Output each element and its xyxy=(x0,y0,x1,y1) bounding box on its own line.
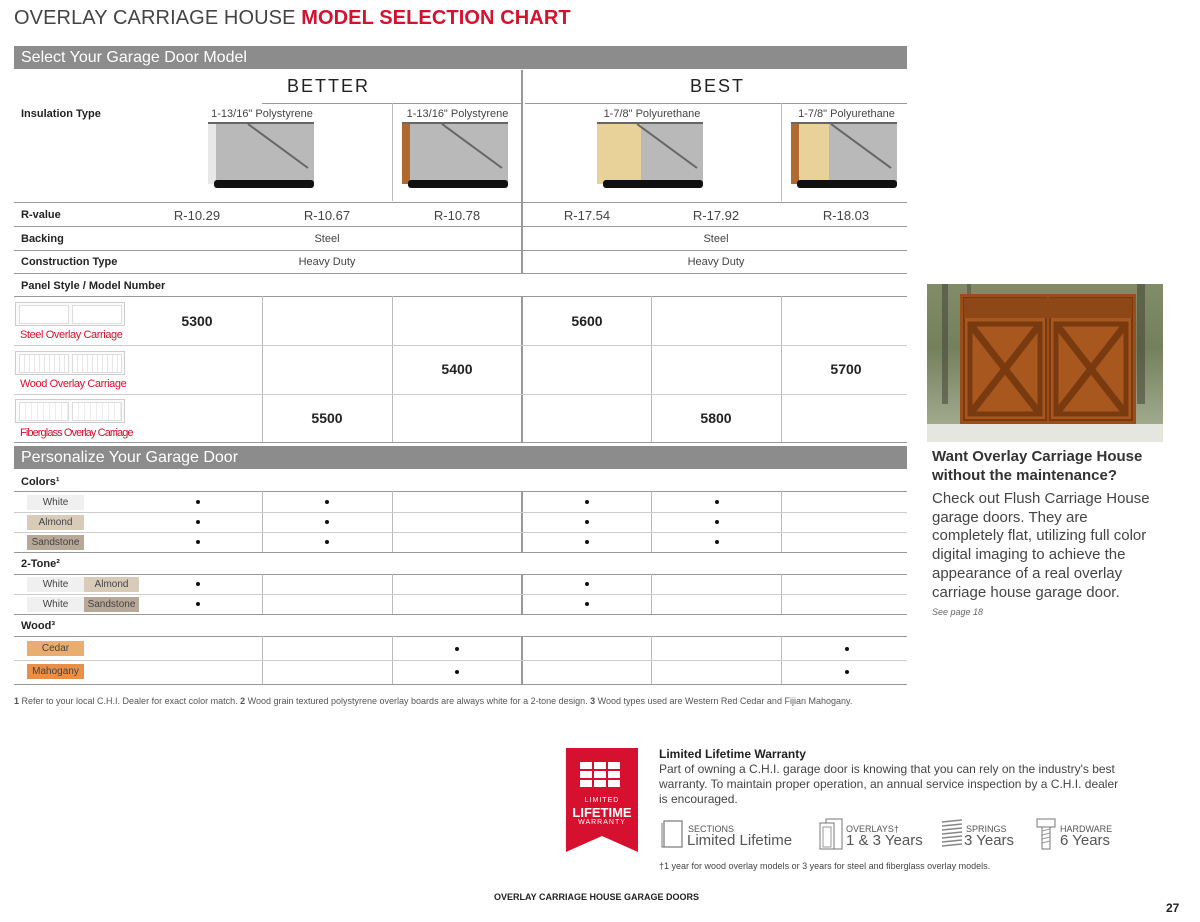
rvalue: R-17.54 xyxy=(563,208,611,223)
page-number: 27 xyxy=(1166,901,1180,915)
footnote-number: 2 xyxy=(240,696,246,706)
warranty-badge xyxy=(566,748,638,852)
rvalue: R-18.03 xyxy=(822,208,870,223)
row-label-insulation: Insulation Type xyxy=(21,108,101,120)
availability-dot xyxy=(585,582,589,586)
twotone-swatch-sandstone: Sandstone xyxy=(84,597,139,612)
availability-dot xyxy=(715,500,719,504)
backing-value: Steel xyxy=(314,233,340,245)
availability-dot xyxy=(715,540,719,544)
promo-body: Check out Flush Carriage House garage doors. They are completely flat, utilizing full color digital imaging to achieve the appearance of a real overlay carriage house garage door. xyxy=(932,490,1150,601)
row-line xyxy=(14,532,907,533)
availability-dot xyxy=(585,602,589,606)
panel-style-thumbnail xyxy=(15,351,125,375)
panel-style-label: Steel Overlay Carriage xyxy=(20,329,123,341)
column-divider xyxy=(392,491,393,553)
row-label-twotone: 2-Tone² xyxy=(21,558,60,570)
backing-value: Steel xyxy=(703,233,729,245)
availability-dot xyxy=(325,500,329,504)
promo-heading: Want Overlay Carriage House without the maintenance? xyxy=(932,448,1143,484)
badge-bottom-text: WARRANTY xyxy=(578,819,626,826)
availability-dot xyxy=(196,500,200,504)
model-number: 5400 xyxy=(441,361,473,377)
warranty-item-label: HARDWARE xyxy=(1060,824,1113,834)
section-header-personalize: Personalize Your Garage Door xyxy=(14,446,907,469)
insulation-value: 1-13/16" Polystyrene xyxy=(406,108,509,120)
row-line xyxy=(14,614,907,615)
availability-dot xyxy=(325,540,329,544)
row-label-wood: Wood³ xyxy=(21,620,56,632)
footnote-text: Refer to your local C.H.I. Dealer for exact color match. xyxy=(19,696,241,706)
page-title xyxy=(14,7,571,30)
panel-style-label: Wood Overlay Carriage xyxy=(20,378,127,390)
row-line xyxy=(14,636,907,637)
footer-label: OVERLAY CARRIAGE HOUSE GARAGE DOORS xyxy=(494,892,700,902)
model-number: 5700 xyxy=(830,361,862,377)
row-label-panel: Panel Style / Model Number xyxy=(21,280,166,292)
tier-line xyxy=(525,103,907,104)
availability-dot xyxy=(715,520,719,524)
footnote-text: Wood grain textured polystyrene overlay boards are always white for a 2-tone design. xyxy=(245,696,591,706)
row-line xyxy=(14,684,907,685)
availability-dot xyxy=(455,670,459,674)
door-section-image xyxy=(791,122,897,184)
tier-better: BETTER xyxy=(286,76,370,96)
availability-dot xyxy=(585,520,589,524)
row-line xyxy=(14,226,907,227)
column-divider xyxy=(392,103,393,201)
title-highlight: MODEL SELECTION CHART xyxy=(301,7,571,29)
availability-dot xyxy=(196,520,200,524)
color-swatch-sandstone: Sandstone xyxy=(27,535,84,550)
model-number: 5500 xyxy=(311,410,343,426)
tier-best: BEST xyxy=(689,76,745,96)
promo-see-page[interactable]: See page 18 xyxy=(932,607,984,617)
row-label-rvalue: R-value xyxy=(21,209,61,221)
warranty-item-label: SECTIONS xyxy=(688,824,735,834)
availability-dot xyxy=(325,520,329,524)
row-line xyxy=(14,273,907,274)
row-line xyxy=(14,660,907,661)
availability-dot xyxy=(196,582,200,586)
footnote-number: 1 xyxy=(14,696,20,706)
row-line xyxy=(14,202,907,203)
column-divider xyxy=(781,103,782,201)
rvalue: R-10.29 xyxy=(173,208,221,223)
row-line xyxy=(14,345,907,346)
row-line xyxy=(14,574,907,575)
twotone-swatch-almond: Almond xyxy=(84,577,139,592)
rvalue: R-10.78 xyxy=(433,208,481,223)
wood-swatch-mahogany: Mahogany xyxy=(27,664,84,679)
section-header-select: Select Your Garage Door Model xyxy=(14,46,907,69)
promo-door-image xyxy=(927,284,1163,442)
twotone-swatch-white: White xyxy=(27,597,84,612)
springs-icon xyxy=(940,819,964,849)
column-divider xyxy=(521,70,523,274)
sections-icon xyxy=(661,820,683,848)
color-swatch-almond: Almond xyxy=(27,515,84,530)
wood-swatch-cedar: Cedar xyxy=(27,641,84,656)
panel-style-thumbnail xyxy=(15,302,125,326)
warranty-note: †1 year for wood overlay models or 3 years for steel and fiberglass overlay models. xyxy=(659,861,991,871)
column-divider xyxy=(262,491,263,553)
warranty-item-value: Limited Lifetime xyxy=(687,832,793,849)
construction-value: Heavy Duty xyxy=(687,256,745,268)
warranty-heading: Limited Lifetime Warranty xyxy=(659,747,806,761)
construction-value: Heavy Duty xyxy=(298,256,356,268)
availability-dot xyxy=(585,500,589,504)
availability-dot xyxy=(196,540,200,544)
badge-small-text: LIMITED xyxy=(584,797,620,804)
availability-dot xyxy=(455,647,459,651)
insulation-value: 1-13/16" Polystyrene xyxy=(211,108,313,120)
footnote-number: 3 xyxy=(590,696,596,706)
row-line xyxy=(14,552,907,553)
model-number: 5600 xyxy=(571,313,603,329)
warranty-item-value: 3 Years xyxy=(964,832,1015,849)
title-prefix: OVERLAY CARRIAGE HOUSE xyxy=(14,7,302,29)
availability-dot xyxy=(196,602,200,606)
row-line xyxy=(14,394,907,395)
twotone-swatch-white: White xyxy=(27,577,84,592)
warranty-item-value: 6 Years xyxy=(1060,832,1111,849)
warranty-item-label: OVERLAYS† xyxy=(846,824,899,834)
availability-dot xyxy=(845,670,849,674)
column-divider xyxy=(651,491,652,553)
badge-big-text: LIFETIME xyxy=(572,805,632,820)
model-number: 5300 xyxy=(181,313,213,329)
panel-style-label: Fiberglass Overlay Carriage xyxy=(20,427,133,439)
row-line xyxy=(14,250,907,251)
color-swatch-white: White xyxy=(27,495,84,510)
availability-dot xyxy=(585,540,589,544)
row-label-backing: Backing xyxy=(21,233,64,245)
door-section-image xyxy=(597,122,703,184)
row-label-construction: Construction Type xyxy=(21,256,118,268)
row-line xyxy=(14,296,907,297)
model-number: 5800 xyxy=(700,410,732,426)
insulation-value: 1-7/8" Polyurethane xyxy=(798,108,895,120)
row-line xyxy=(14,594,907,595)
rvalue: R-17.92 xyxy=(692,208,740,223)
rvalue: R-10.67 xyxy=(303,208,351,223)
row-line xyxy=(14,512,907,513)
footnote-text: Wood types used are Western Red Cedar and Fijian Mahogany. xyxy=(595,696,853,706)
hardware-icon xyxy=(1035,818,1057,850)
row-label-colors: Colors¹ xyxy=(21,476,60,488)
column-divider xyxy=(781,491,782,553)
warranty-body: Part of owning a C.H.I. garage door is knowing that you can rely on the industry's best warranty. To maintain proper operation, an annual service inspection by a C.H.I. dealer is encouraged. xyxy=(659,762,1119,806)
overlays-icon xyxy=(817,818,843,850)
warranty-item-value: 1 & 3 Years xyxy=(846,832,923,849)
warranty-item-label: SPRINGS xyxy=(966,824,1007,834)
door-section-image xyxy=(402,122,508,184)
column-divider xyxy=(521,491,523,553)
row-line xyxy=(14,442,907,443)
door-section-image xyxy=(208,122,314,184)
row-line xyxy=(14,491,907,492)
panel-style-thumbnail xyxy=(15,399,125,423)
availability-dot xyxy=(845,647,849,651)
footnote xyxy=(14,696,852,706)
insulation-value: 1-7/8" Polyurethane xyxy=(603,108,701,120)
